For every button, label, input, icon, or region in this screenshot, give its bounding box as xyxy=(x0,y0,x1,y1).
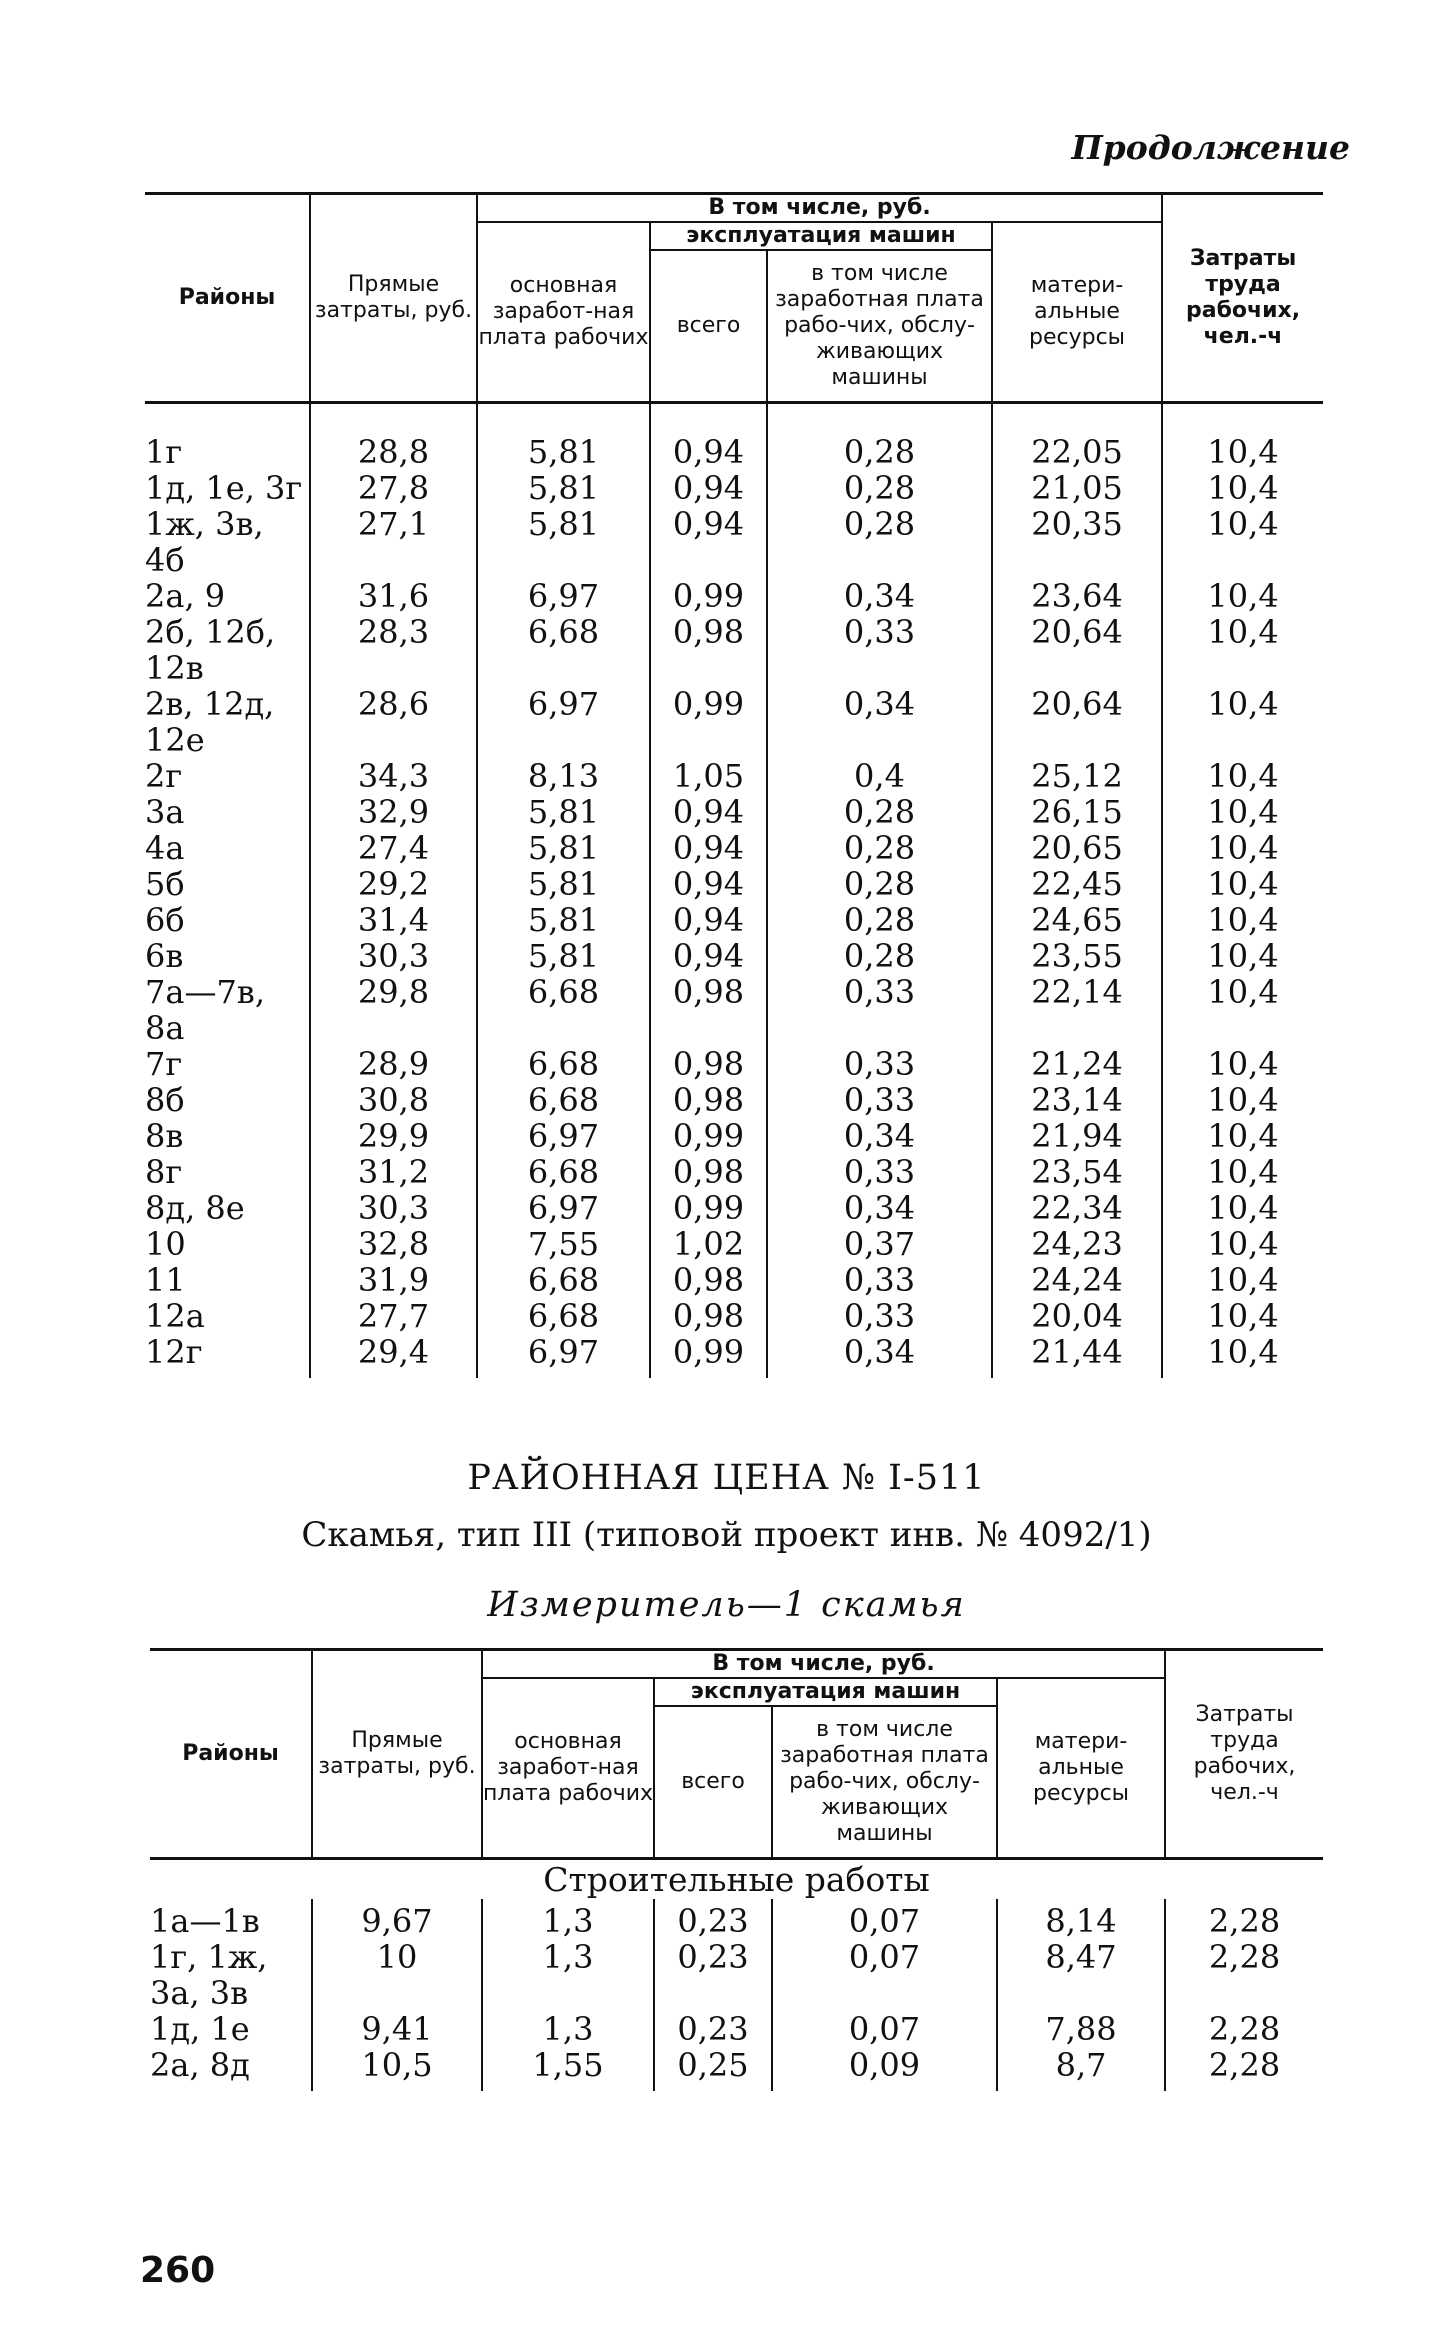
cell-region: 2а, 8д xyxy=(150,2047,312,2083)
cell-region: 8д, 8е xyxy=(145,1190,310,1226)
cell-machines-wage: 0,37 xyxy=(767,1226,992,1262)
cell-region: 2а, 9 xyxy=(145,578,310,614)
cell-region: 8в xyxy=(145,1118,310,1154)
cell-base-wage: 7,55 xyxy=(477,1226,650,1262)
header-direct-costs: Прямые затраты, руб. xyxy=(310,194,477,403)
cell-direct-costs: 31,9 xyxy=(310,1262,477,1298)
cell-direct-costs: 28,9 xyxy=(310,1046,477,1082)
spacer-cell xyxy=(1162,1370,1323,1378)
cell-materials: 21,44 xyxy=(992,1334,1162,1370)
table-row xyxy=(145,686,1323,758)
cell-labor: 10,4 xyxy=(1207,865,1279,903)
table-spacer-row xyxy=(145,1370,1323,1378)
price-title: РАЙОННАЯ ЦЕНА № I-511 xyxy=(467,1458,986,1498)
cell-labor: 10,4 xyxy=(1207,505,1279,543)
cell-labor: 10,4 xyxy=(1207,793,1279,831)
cell-materials: 22,05 xyxy=(992,403,1162,471)
cell-direct-costs: 30,8 xyxy=(310,1082,477,1118)
cell-machines-total: 0,94 xyxy=(650,902,767,938)
cell-base-wage: 5,81 xyxy=(477,794,650,830)
cell-direct-costs: 28,6 xyxy=(310,686,477,758)
cell-base-wage: 5,81 xyxy=(477,902,650,938)
cell-direct-costs: 27,7 xyxy=(310,1298,477,1334)
cell-machines-total: 0,94 xyxy=(650,470,767,506)
cell-machines-total: 0,94 xyxy=(650,506,767,578)
spacer-cell xyxy=(312,2083,482,2091)
cell-direct-costs: 27,1 xyxy=(310,506,477,578)
cell-direct-costs: 32,8 xyxy=(310,1226,477,1262)
table-row xyxy=(145,1262,1323,1298)
spacer-cell xyxy=(1165,2083,1323,2091)
cell-materials: 26,15 xyxy=(992,794,1162,830)
cell-machines-wage: 0,33 xyxy=(767,1046,992,1082)
cell-labor: 2,28 xyxy=(1208,2010,1281,2048)
cell-region: 1ж, 3в, 4б xyxy=(145,506,310,578)
cell-materials: 25,12 xyxy=(992,758,1162,794)
header-region: Районы xyxy=(145,194,310,403)
spacer-cell xyxy=(310,1370,477,1378)
cell-materials: 24,65 xyxy=(992,902,1162,938)
table-row xyxy=(145,1046,1323,1082)
header-region: Районы xyxy=(150,1650,312,1859)
cell-base-wage: 5,81 xyxy=(477,403,650,471)
cell-materials: 20,65 xyxy=(992,830,1162,866)
header-including: В том числе, руб. xyxy=(477,194,1162,223)
cell-direct-costs: 10 xyxy=(312,1939,482,2011)
table-row xyxy=(145,866,1323,902)
cell-region: 1г, 1ж, 3а, 3в xyxy=(150,1939,312,2011)
table-row xyxy=(145,758,1323,794)
cell-region: 1д, 1е xyxy=(150,2011,312,2047)
cell-machines-total: 0,23 xyxy=(654,1899,772,1939)
spacer-cell xyxy=(150,2083,312,2091)
cell-labor: 10,4 xyxy=(1207,577,1279,615)
cell-machines-wage: 0,28 xyxy=(767,470,992,506)
cell-machines-wage: 0,28 xyxy=(767,794,992,830)
cell-direct-costs: 27,8 xyxy=(310,470,477,506)
header-machines: эксплуатация машин xyxy=(654,1678,997,1706)
cell-labor: 10,4 xyxy=(1207,1117,1279,1155)
cell-machines-total: 1,05 xyxy=(650,758,767,794)
cell-machines-wage: 0,28 xyxy=(767,866,992,902)
table-row xyxy=(145,470,1323,506)
table-2-body xyxy=(150,1859,1323,2092)
cell-direct-costs: 31,4 xyxy=(310,902,477,938)
cell-machines-wage: 0,34 xyxy=(767,1118,992,1154)
header-materials: матери-альные ресурсы xyxy=(997,1678,1165,1859)
cell-machines-total: 0,98 xyxy=(650,974,767,1046)
cell-materials: 22,14 xyxy=(992,974,1162,1046)
continuation-label: Продолжение xyxy=(1071,128,1350,167)
cell-region: 12а xyxy=(145,1298,310,1334)
cell-materials: 23,14 xyxy=(992,1082,1162,1118)
cell-base-wage: 6,68 xyxy=(477,1262,650,1298)
cell-base-wage: 6,68 xyxy=(477,1046,650,1082)
cell-labor: 2,28 xyxy=(1208,2046,1281,2084)
cell-machines-total: 0,25 xyxy=(654,2047,772,2083)
cell-materials: 20,64 xyxy=(992,614,1162,686)
cell-machines-wage: 0,28 xyxy=(767,830,992,866)
table-row xyxy=(145,1118,1323,1154)
cell-direct-costs: 28,3 xyxy=(310,614,477,686)
cell-region: 6в xyxy=(145,938,310,974)
cell-machines-total: 0,94 xyxy=(650,403,767,471)
cell-labor: 10,4 xyxy=(1207,613,1279,651)
cell-base-wage: 6,97 xyxy=(477,578,650,614)
spacer-cell xyxy=(992,1370,1162,1378)
cell-labor: 10,4 xyxy=(1207,1297,1279,1335)
cell-machines-wage: 0,34 xyxy=(767,1334,992,1370)
cell-machines-total: 0,94 xyxy=(650,866,767,902)
cell-region: 1д, 1е, 3г xyxy=(145,470,310,506)
cell-base-wage: 6,97 xyxy=(477,1334,650,1370)
cell-labor: 10,4 xyxy=(1207,1153,1279,1191)
table-row xyxy=(145,1334,1323,1370)
table-row xyxy=(145,1226,1323,1262)
cell-machines-wage: 0,33 xyxy=(767,614,992,686)
cell-materials: 22,45 xyxy=(992,866,1162,902)
cell-materials: 8,7 xyxy=(997,2047,1165,2083)
cell-base-wage: 1,3 xyxy=(482,1939,654,2011)
cell-direct-costs: 34,3 xyxy=(310,758,477,794)
cell-base-wage: 6,68 xyxy=(477,614,650,686)
cell-materials: 20,04 xyxy=(992,1298,1162,1334)
cell-machines-total: 0,94 xyxy=(650,830,767,866)
cell-direct-costs: 30,3 xyxy=(310,938,477,974)
cell-machines-wage: 0,07 xyxy=(772,1939,997,2011)
cell-direct-costs: 29,2 xyxy=(310,866,477,902)
table-row xyxy=(150,2047,1323,2083)
cell-direct-costs: 31,6 xyxy=(310,578,477,614)
cell-machines-total: 0,99 xyxy=(650,1334,767,1370)
cell-labor: 10,4 xyxy=(1207,1045,1279,1083)
cell-machines-wage: 0,28 xyxy=(767,902,992,938)
cell-labor: 10,4 xyxy=(1207,973,1279,1011)
cell-base-wage: 6,97 xyxy=(477,686,650,758)
section-title: Строительные работы xyxy=(543,1860,930,1899)
cell-base-wage: 6,97 xyxy=(477,1190,650,1226)
cell-materials: 8,47 xyxy=(997,1939,1165,2011)
cell-materials: 7,88 xyxy=(997,2011,1165,2047)
table-row xyxy=(145,830,1323,866)
cell-base-wage: 5,81 xyxy=(477,830,650,866)
header-machines-wage: в том числе заработная плата рабо-чих, обслу-живающих машины xyxy=(767,250,992,403)
table-row xyxy=(145,578,1323,614)
spacer-cell xyxy=(997,2083,1165,2091)
cell-materials: 21,05 xyxy=(992,470,1162,506)
cell-materials: 24,24 xyxy=(992,1262,1162,1298)
cell-region: 8б xyxy=(145,1082,310,1118)
table-1-body xyxy=(145,403,1323,1379)
cell-region: 7а—7в, 8а xyxy=(145,974,310,1046)
cell-region: 11 xyxy=(145,1262,310,1298)
cell-labor: 10,4 xyxy=(1207,1333,1279,1371)
cell-machines-total: 1,02 xyxy=(650,1226,767,1262)
cell-machines-wage: 0,33 xyxy=(767,974,992,1046)
table-spacer-row xyxy=(150,2083,1323,2091)
table-row xyxy=(145,794,1323,830)
table-row xyxy=(145,1190,1323,1226)
cell-region: 10 xyxy=(145,1226,310,1262)
cell-labor: 10,4 xyxy=(1207,757,1279,795)
cell-machines-wage: 0,33 xyxy=(767,1082,992,1118)
cell-machines-total: 0,99 xyxy=(650,1118,767,1154)
cell-labor: 10,4 xyxy=(1207,1225,1279,1263)
cell-materials: 23,54 xyxy=(992,1154,1162,1190)
cell-labor: 10,4 xyxy=(1207,937,1279,975)
cell-direct-costs: 32,9 xyxy=(310,794,477,830)
price-subtitle: Скамья, тип III (типовой проект инв. № 4092/1) xyxy=(301,1515,1152,1555)
header-machines-total: всего xyxy=(650,250,767,403)
cell-materials: 20,64 xyxy=(992,686,1162,758)
table-row xyxy=(145,974,1323,1046)
header-machines: эксплуатация машин xyxy=(650,222,992,250)
spacer-cell xyxy=(482,2083,654,2091)
cell-base-wage: 6,68 xyxy=(477,974,650,1046)
table-row xyxy=(145,403,1323,471)
cell-direct-costs: 31,2 xyxy=(310,1154,477,1190)
cell-labor: 2,28 xyxy=(1208,1938,1281,1976)
cell-machines-wage: 0,28 xyxy=(767,506,992,578)
cell-direct-costs: 29,8 xyxy=(310,974,477,1046)
cell-materials: 8,14 xyxy=(997,1899,1165,1939)
cell-labor: 10,4 xyxy=(1207,1261,1279,1299)
cell-labor: 10,4 xyxy=(1207,1189,1279,1227)
cell-machines-total: 0,99 xyxy=(650,686,767,758)
cell-base-wage: 8,13 xyxy=(477,758,650,794)
cell-base-wage: 5,81 xyxy=(477,470,650,506)
cell-region: 2г xyxy=(145,758,310,794)
cell-machines-total: 0,23 xyxy=(654,1939,772,2011)
measure-unit: Измеритель—1 скамья xyxy=(487,1585,966,1625)
cell-region: 3а xyxy=(145,794,310,830)
cell-direct-costs: 10,5 xyxy=(312,2047,482,2083)
cell-labor: 10,4 xyxy=(1207,433,1279,471)
cell-region: 7г xyxy=(145,1046,310,1082)
cell-machines-total: 0,94 xyxy=(650,794,767,830)
cell-labor: 10,4 xyxy=(1207,1081,1279,1119)
cell-labor: 10,4 xyxy=(1207,901,1279,939)
spacer-cell xyxy=(772,2083,997,2091)
cell-direct-costs: 29,9 xyxy=(310,1118,477,1154)
cell-base-wage: 5,81 xyxy=(477,938,650,974)
cell-materials: 21,24 xyxy=(992,1046,1162,1082)
cell-machines-total: 0,98 xyxy=(650,1046,767,1082)
cell-machines-total: 0,99 xyxy=(650,1190,767,1226)
cell-machines-wage: 0,28 xyxy=(767,403,992,471)
cell-machines-wage: 0,09 xyxy=(772,2047,997,2083)
cell-labor: 10,4 xyxy=(1207,685,1279,723)
cell-machines-total: 0,98 xyxy=(650,1082,767,1118)
header-base-wage: основная заработ-ная плата рабочих xyxy=(477,222,650,403)
spacer-cell xyxy=(145,1370,310,1378)
cell-machines-total: 0,99 xyxy=(650,578,767,614)
cell-base-wage: 1,3 xyxy=(482,2011,654,2047)
page-number: 260 xyxy=(140,2250,216,2291)
table-row xyxy=(145,938,1323,974)
cell-machines-wage: 0,4 xyxy=(767,758,992,794)
table-row xyxy=(150,1899,1323,1939)
header-direct-costs: Прямые затраты, руб. xyxy=(312,1650,482,1859)
cell-region: 1а—1в xyxy=(150,1899,312,1939)
cell-base-wage: 6,68 xyxy=(477,1082,650,1118)
header-machines-total: всего xyxy=(654,1706,772,1859)
cell-machines-wage: 0,33 xyxy=(767,1298,992,1334)
cell-machines-total: 0,23 xyxy=(654,2011,772,2047)
cell-machines-wage: 0,28 xyxy=(767,938,992,974)
cell-region: 12г xyxy=(145,1334,310,1370)
cell-machines-wage: 0,33 xyxy=(767,1154,992,1190)
cell-machines-wage: 0,34 xyxy=(767,686,992,758)
cell-direct-costs: 29,4 xyxy=(310,1334,477,1370)
header-materials: матери-альные ресурсы xyxy=(992,222,1162,403)
cell-direct-costs: 30,3 xyxy=(310,1190,477,1226)
table-row xyxy=(145,1298,1323,1334)
spacer-cell xyxy=(650,1370,767,1378)
cell-base-wage: 1,55 xyxy=(482,2047,654,2083)
cell-machines-total: 0,98 xyxy=(650,614,767,686)
cell-machines-total: 0,98 xyxy=(650,1154,767,1190)
cell-materials: 20,35 xyxy=(992,506,1162,578)
cell-direct-costs: 27,4 xyxy=(310,830,477,866)
price-table-2 xyxy=(150,1648,1323,2091)
spacer-cell xyxy=(654,2083,772,2091)
header-labor: Затраты труда рабочих, чел.-ч xyxy=(1185,246,1301,349)
cell-region: 4а xyxy=(145,830,310,866)
cell-machines-wage: 0,07 xyxy=(772,1899,997,1939)
cell-base-wage: 6,68 xyxy=(477,1298,650,1334)
table-row xyxy=(145,902,1323,938)
cell-region: 1г xyxy=(145,403,310,471)
table-row xyxy=(145,614,1323,686)
cell-labor: 10,4 xyxy=(1207,469,1279,507)
cell-region: 8г xyxy=(145,1154,310,1190)
cell-machines-total: 0,98 xyxy=(650,1262,767,1298)
price-table-1 xyxy=(145,192,1323,1378)
cell-labor: 10,4 xyxy=(1207,829,1279,867)
cell-machines-wage: 0,34 xyxy=(767,1190,992,1226)
cell-machines-wage: 0,34 xyxy=(767,578,992,614)
cell-labor: 2,28 xyxy=(1208,1902,1281,1940)
header-labor: Затраты труда рабочих, чел.-ч xyxy=(1193,1702,1296,1805)
table-row xyxy=(145,506,1323,578)
cell-direct-costs: 28,8 xyxy=(310,403,477,471)
cell-base-wage: 5,81 xyxy=(477,866,650,902)
table-row xyxy=(145,1082,1323,1118)
spacer-cell xyxy=(767,1370,992,1378)
header-including: В том числе, руб. xyxy=(482,1650,1165,1679)
cell-materials: 23,64 xyxy=(992,578,1162,614)
cell-machines-wage: 0,33 xyxy=(767,1262,992,1298)
cell-materials: 22,34 xyxy=(992,1190,1162,1226)
table-row xyxy=(150,1939,1323,2011)
cell-materials: 21,94 xyxy=(992,1118,1162,1154)
cell-direct-costs: 9,41 xyxy=(312,2011,482,2047)
table-row xyxy=(145,1154,1323,1190)
cell-base-wage: 5,81 xyxy=(477,506,650,578)
cell-direct-costs: 9,67 xyxy=(312,1899,482,1939)
spacer-cell xyxy=(477,1370,650,1378)
cell-base-wage: 1,3 xyxy=(482,1899,654,1939)
cell-materials: 23,55 xyxy=(992,938,1162,974)
cell-region: 5б xyxy=(145,866,310,902)
cell-region: 2в, 12д, 12е xyxy=(145,686,310,758)
cell-base-wage: 6,97 xyxy=(477,1118,650,1154)
cell-region: 6б xyxy=(145,902,310,938)
cell-machines-total: 0,94 xyxy=(650,938,767,974)
cell-machines-total: 0,98 xyxy=(650,1298,767,1334)
cell-machines-wage: 0,07 xyxy=(772,2011,997,2047)
cell-region: 2б, 12б, 12в xyxy=(145,614,310,686)
header-machines-wage: в том числе заработная плата рабо-чих, обслу-живающих машины xyxy=(772,1706,997,1859)
table-row xyxy=(150,2011,1323,2047)
header-base-wage: основная заработ-ная плата рабочих xyxy=(482,1678,654,1859)
cell-materials: 24,23 xyxy=(992,1226,1162,1262)
cell-base-wage: 6,68 xyxy=(477,1154,650,1190)
